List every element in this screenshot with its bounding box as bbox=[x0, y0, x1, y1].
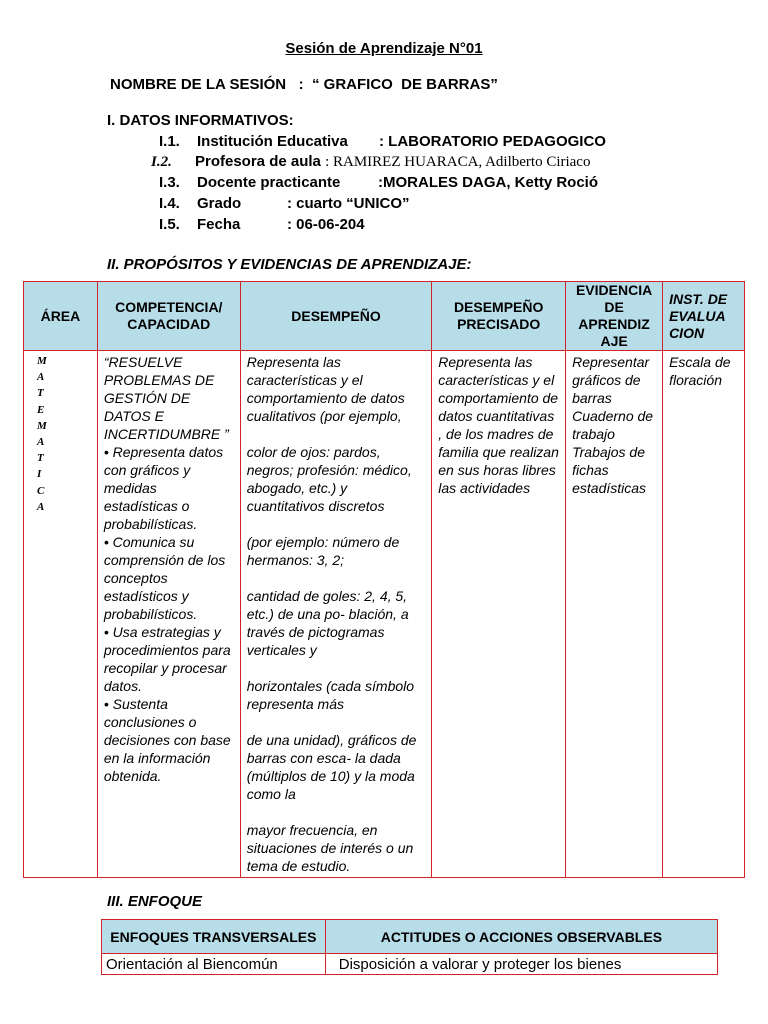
section-datos-heading: I. DATOS INFORMATIVOS: bbox=[107, 112, 294, 129]
info-label: Grado bbox=[197, 195, 242, 212]
desempeno-paragraph: (por ejemplo: número de hermanos: 3, 2; bbox=[246, 534, 400, 568]
session-value: “ GRAFICO DE BARRAS” bbox=[312, 76, 498, 93]
header-competencia: COMPETENCIA/ CAPACIDAD bbox=[97, 282, 240, 351]
desempeno-cell bbox=[240, 351, 432, 878]
header-enfoques: ENFOQUES TRANSVERSALES bbox=[102, 920, 326, 954]
area-letter: C bbox=[37, 484, 45, 497]
enfoque-cell: Orientación al Biencomún bbox=[102, 954, 326, 975]
desempeno-paragraph: cantidad de goles: 2, 4, 5, etc.) de una po- blación, a través de pictogramas verticales y bbox=[246, 588, 409, 658]
info-label: Docente practicante bbox=[197, 174, 341, 191]
capacidad-item: • Representa datos con gráficos y medidas estadísticas o probabilísticas. bbox=[103, 444, 224, 532]
capacidad-item: • Usa estrategias y procedimientos para recopilar y procesar datos. bbox=[103, 624, 231, 694]
info-row-profesora bbox=[151, 153, 590, 171]
session-label: NOMBRE DE LA SESIÓN bbox=[110, 76, 287, 93]
info-number: I.4. bbox=[159, 195, 180, 212]
info-value: :MORALES DAGA, Ketty Roció bbox=[378, 174, 599, 191]
session-separator: : bbox=[298, 76, 304, 93]
area-letter: A bbox=[37, 436, 45, 449]
page-title: Sesión de Aprendizaje N°01 bbox=[285, 40, 483, 57]
evidencia-item: Trabajos de fichas estadísticas bbox=[572, 444, 647, 496]
evidencia-cell bbox=[566, 351, 663, 878]
info-value: : RAMIREZ HUARACA, Adilberto Ciriaco bbox=[325, 154, 591, 170]
evidencia-item: Representar gráficos de barras bbox=[572, 354, 650, 406]
info-row-institucion bbox=[159, 133, 606, 150]
capacidad-item: • Comunica su comprensión de los conceptos estadísticos y probabilísticos. bbox=[103, 534, 226, 622]
info-label: Profesora de aula bbox=[195, 153, 321, 170]
header-desempeno: DESEMPEÑO bbox=[240, 282, 432, 351]
desempeno-paragraph: Representa las características y el comportamiento de datos cualitativos (por ejemplo, bbox=[246, 354, 405, 424]
capacidad-item: • Sustenta conclusiones o decisiones con base en la información obtenida. bbox=[103, 696, 231, 784]
area-letter: A bbox=[37, 371, 45, 384]
instrumento-cell: Escala de floración bbox=[663, 351, 745, 878]
competencia-title: “RESUELVE PROBLEMAS DE GESTIÓN DE DATOS E INCERTIDUMBRE ” bbox=[103, 354, 229, 442]
section-propositos-heading: II. PROPÓSITOS Y EVIDENCIAS DE APRENDIZAJE: bbox=[107, 256, 472, 273]
area-letter: E bbox=[37, 403, 45, 416]
actitud-cell: Disposición a valorar y proteger los bienes bbox=[325, 954, 717, 975]
evidencia-item: Cuaderno de trabajo bbox=[572, 408, 654, 442]
desempeno-paragraph: color de ojos: pardos, negros; profesión: médico, abogado, etc.) y cuantitativos discretos bbox=[246, 444, 412, 514]
area-cell bbox=[24, 351, 98, 878]
table-header-row bbox=[24, 282, 745, 351]
info-number: I.3. bbox=[159, 174, 180, 191]
area-letter: T bbox=[37, 452, 44, 465]
info-value: : 06-06-204 bbox=[287, 216, 365, 233]
header-actitudes: ACTITUDES O ACCIONES OBSERVABLES bbox=[325, 920, 717, 954]
desempeno-paragraph: de una unidad), gráficos de barras con esca- la dada (múltiplos de 10) y la moda como la bbox=[246, 732, 417, 802]
info-row-grado bbox=[159, 195, 410, 212]
area-letter: M bbox=[37, 355, 47, 367]
focus-table bbox=[101, 919, 718, 975]
table-header-row bbox=[102, 920, 718, 954]
area-letter: M bbox=[37, 419, 47, 432]
header-instrumento: INST. DE EVALUA CION bbox=[663, 282, 745, 351]
desempeno-precisado-cell: Representa las características y el comportamiento de datos cuantitativas , de los madres de familia que realizan en sus horas libres las actividades bbox=[432, 351, 566, 878]
section-enfoque-heading: III. ENFOQUE bbox=[107, 893, 203, 910]
info-value: : LABORATORIO PEDAGOGICO bbox=[379, 133, 606, 150]
info-row-fecha bbox=[159, 216, 365, 233]
session-name bbox=[110, 76, 498, 93]
competencia-cell bbox=[97, 351, 240, 878]
header-area: ÁREA bbox=[24, 282, 98, 351]
info-number: I.1. bbox=[159, 133, 180, 150]
info-number: I.2. bbox=[151, 154, 172, 170]
info-label: Institución Educativa bbox=[197, 133, 348, 150]
info-label: Fecha bbox=[197, 216, 241, 233]
table-row bbox=[102, 954, 718, 975]
purpose-table bbox=[23, 281, 745, 878]
table-row bbox=[24, 351, 745, 878]
header-desempeno-precisado: DESEMPEÑO PRECISADO bbox=[432, 282, 566, 351]
desempeno-paragraph: horizontales (cada símbolo representa más bbox=[246, 678, 415, 712]
info-value: : cuarto “UNICO” bbox=[287, 195, 410, 212]
info-number: I.5. bbox=[159, 216, 180, 233]
desempeno-paragraph: mayor frecuencia, en situaciones de interés o un tema de estudio. bbox=[246, 822, 414, 874]
header-evidencia: EVIDENCIA DE APRENDIZ AJE bbox=[566, 282, 663, 351]
info-row-docente bbox=[159, 174, 598, 191]
area-letter: A bbox=[37, 500, 45, 513]
area-letter: T bbox=[37, 387, 44, 400]
area-letter: I bbox=[37, 468, 42, 481]
